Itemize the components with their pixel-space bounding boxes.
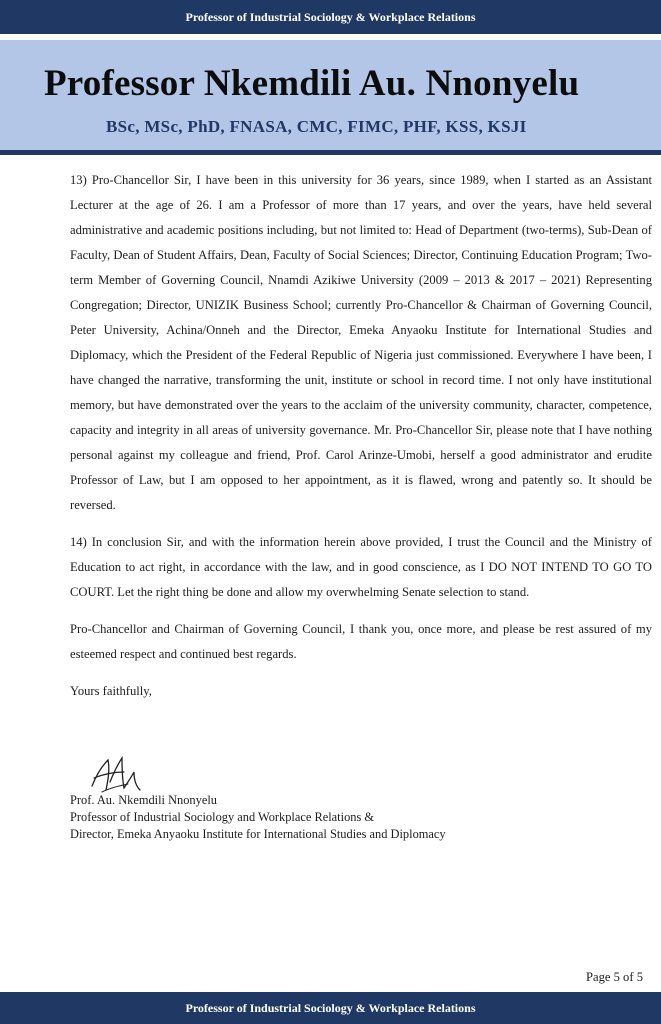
paragraph-14: 14) In conclusion Sir, and with the information herein above provided, I trust the Council and the Ministry of Education to act right, in accordance with the law, and in good conscience, as I DO NOT INTEND TO GO TO COURT. Let the right thing be done and allow my overwhelming Senate selection to stand.: [70, 535, 652, 599]
signature-block: [70, 792, 446, 843]
signatory-title-2: Director, Emeka Anyaoku Institute for International Studies and Diplomacy: [70, 827, 446, 841]
signatory-name: Prof. Au. Nkemdili Nnonyelu: [70, 793, 217, 807]
handwritten-signature: [88, 752, 144, 796]
closing-salutation: Yours faithfully,: [70, 684, 152, 698]
footer-banner: Professor of Industrial Sociology & Workplace Relations: [0, 992, 661, 1024]
page-number: Page 5 of 5: [585, 970, 643, 984]
letterhead-qualifications: BSc, MSc, PhD, FNASA, CMC, FIMC, PHF, KSS, KSJI: [106, 117, 527, 136]
signatory-title-1: Professor of Industrial Sociology and Workplace Relations &: [70, 810, 375, 824]
top-header-banner: Professor of Industrial Sociology & Workplace Relations: [0, 0, 661, 34]
letterhead-divider: [0, 150, 661, 155]
paragraph-13: 13) Pro-Chancellor Sir, I have been in this university for 36 years, since 1989, when I started as an Assistant Lecturer at the age of 26. I am a Professor of more than 17 years, and over the years, have held several administrative and academic positions including, but not limited to: Head of Department (two-terms), Sub-Dean of Faculty, Dean of Student Affairs, Dean, Faculty of Social Sciences; Director, Continuing Education Program; Two-term Member of Governing Council, Nnamdi Azikiwe University (2009 – 2013 & 2017 – 2021) Representing Congregation; Director, UNIZIK Business School; currently Pro-Chancellor & Chairman of Governing Council, Peter University, Achina/Onneh and the Director, Emeka Anyaoku Institute for International Studies and Diplomacy, which the President of the Federal Republic of Nigeria just commissioned. Everywhere I have been, I have changed the narrative, transforming the unit, institute or school in record time. I not only have institutional memory, but have demonstrated over the years to the acclaim of the university community, character, competence, capacity and integrity in all areas of university governance. Mr. Pro-Chancellor Sir, please note that I have nothing personal against my colleague and friend, Prof. Carol Arinze-Umobi, herself a good administrator and erudite Professor of Law, but I am opposed to her appointment, as it is flawed, wrong and patently so. It should be reversed.: [70, 173, 652, 512]
letter-body: [70, 168, 652, 720]
letterhead-name: Professor Nkemdili Au. Nnonyelu: [44, 63, 580, 104]
paragraph-thanks: Pro-Chancellor and Chairman of Governing Council, I thank you, once more, and please be rest assured of my esteemed respect and continued best regards.: [70, 622, 652, 661]
